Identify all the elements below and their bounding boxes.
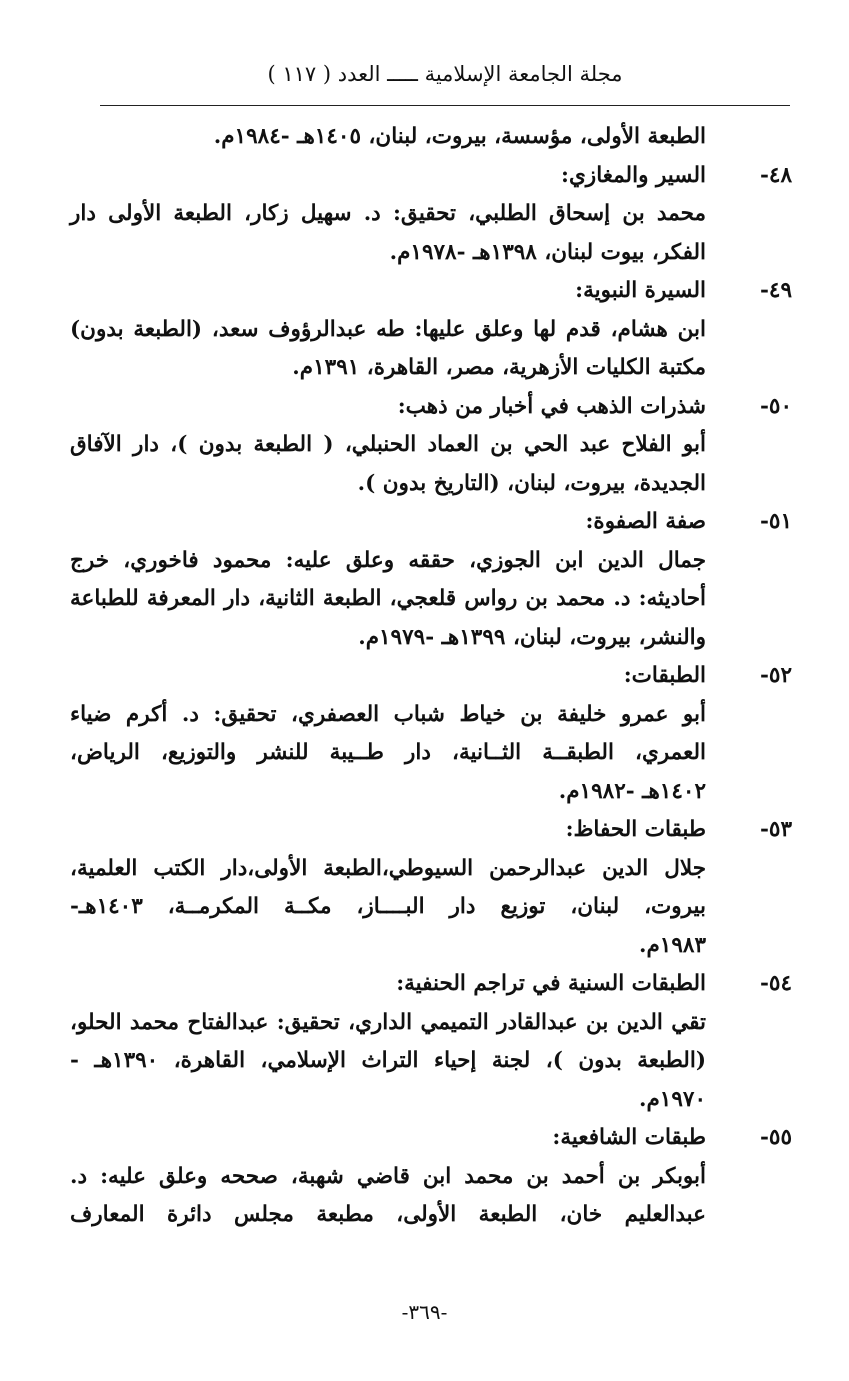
entry-heading-line <box>70 811 792 850</box>
entry-text-line <box>70 426 792 465</box>
entry-text: ١٤٠٢هـ -١٩٨٢م. <box>558 778 706 804</box>
entry-text-line <box>70 850 792 889</box>
entry-text: الطبقات السنية في تراجم الحنفية: <box>396 971 706 996</box>
entry-heading-line <box>70 503 792 542</box>
entry-text: شذرات الذهب في أخبار من ذهب: <box>397 393 706 419</box>
entry-number: ٥٤- <box>759 971 792 996</box>
entry-heading-line <box>70 272 792 311</box>
entry-text-line <box>70 619 792 658</box>
entry-text: أبو عمرو خليفة بن خياط شباب العصفري، تحقيق: د. أكرم ضياء <box>70 701 706 727</box>
entry-number: ٥٢- <box>759 663 792 688</box>
entry-text: ابن هشام، قدم لها وعلق عليها: طه عبدالرؤوف سعد، (الطبعة بدون) <box>70 316 706 342</box>
entry-text: ١٩٨٣م. <box>639 932 706 958</box>
entry-text: مكتبة الكليات الأزهرية، مصر، القاهرة، ١٣٩١م. <box>292 355 706 380</box>
running-header: مجلة الجامعة الإسلامية ـــــ العدد ( ١١٧ ) <box>267 62 623 86</box>
entry-text-line <box>70 465 792 504</box>
entry-text: طبقات الحفاظ: <box>565 817 706 842</box>
page-number: -٣٦٩- <box>401 1300 448 1324</box>
entry-number: ٥٥- <box>759 1125 792 1150</box>
entry-heading-line <box>70 657 792 696</box>
entry-number: ٥٣- <box>759 817 792 842</box>
bibliography-list <box>70 118 792 1235</box>
entry-text-line <box>70 927 792 966</box>
entry-text-line <box>70 1158 792 1197</box>
entry-text-line <box>70 773 792 812</box>
entry-text: طبقات الشافعية: <box>552 1125 706 1150</box>
entry-text-line <box>70 696 792 735</box>
entry-text-line <box>70 234 792 273</box>
entry-text: الطبقات: <box>623 663 706 688</box>
entry-text: (الطبعة بدون )، لجنة إحياء التراث الإسلامي، القاهرة، ١٣٩٠هـ - <box>70 1048 706 1073</box>
entry-text-line <box>70 580 792 619</box>
entry-text: أبو الفلاح عبد الحي بن العماد الحنبلي، ( الطبعة بدون )، دار الآفاق <box>70 432 706 457</box>
entry-number: ٥١- <box>759 509 792 534</box>
entry-number: ٤٩- <box>759 278 792 303</box>
entry-text-line <box>70 1042 792 1081</box>
entry-text: عبدالعليم خان، الطبعة الأولى، مطبعة مجلس دائرة المعارف <box>70 1202 706 1227</box>
entry-heading-line <box>70 965 792 1004</box>
entry-text: السيرة النبوية: <box>575 278 706 303</box>
entry-text: جمال الدين ابن الجوزي، حققه وعلق عليه: محمود فاخوري، خرج <box>70 547 706 573</box>
entry-text: بيروت، لبنان، توزيع دار البــــاز، مكــة المكرمــة، ١٤٠٣هـ- <box>70 894 706 919</box>
entry-text: الفكر، بيوت لبنان، ١٣٩٨هـ -١٩٧٨م. <box>389 239 706 265</box>
entry-text: السير والمغازي: <box>561 162 706 188</box>
entry-text-line <box>70 195 792 234</box>
entry-heading-line <box>70 1119 792 1158</box>
entry-text: الطبعة الأولى، مؤسسة، بيروت، لبنان، ١٤٠٥هـ -١٩٨٤م. <box>213 124 706 149</box>
entry-text: العمري، الطبقــة الثــانية، دار طــيبة للنشر والتوزيع، الرياض، <box>70 740 706 765</box>
entry-text: أبوبكر بن أحمد بن محمد ابن قاضي شهبة، صححه وعلق عليه: د. <box>70 1163 706 1189</box>
entry-text: صفة الصفوة: <box>585 509 706 534</box>
entry-text-line <box>70 542 792 581</box>
entry-text: الجديدة، بيروت، لبنان، (التاريخ بدون ). <box>357 470 706 496</box>
entry-text-line <box>70 734 792 773</box>
entry-text-line <box>70 1081 792 1120</box>
entry-text-line <box>70 1196 792 1235</box>
entry-text-line <box>70 118 792 157</box>
entry-text: جلال الدين عبدالرحمن السيوطي،الطبعة الأولى،دار الكتب العلمية، <box>70 855 706 881</box>
entry-text: والنشر، بيروت، لبنان، ١٣٩٩هـ -١٩٧٩م. <box>358 624 706 650</box>
entry-heading-line <box>70 388 792 427</box>
entry-number: ٥٠- <box>759 393 792 419</box>
entry-text-line <box>70 1004 792 1043</box>
header-rule <box>100 105 790 106</box>
entry-text-line <box>70 311 792 350</box>
entry-text: أحاديثه: د. محمد بن رواس قلعجي، الطبعة الثانية، دار المعرفة للطباعة <box>70 586 706 611</box>
entry-text-line <box>70 888 792 927</box>
entry-text-line <box>70 349 792 388</box>
entry-text: ١٩٧٠م. <box>639 1086 706 1112</box>
entry-number: ٤٨- <box>759 162 792 188</box>
entry-text: محمد بن إسحاق الطلبي، تحقيق: د. سهيل زكار، الطبعة الأولى دار <box>70 201 706 226</box>
entry-text: تقي الدين بن عبدالقادر التميمي الداري، تحقيق: عبدالفتاح محمد الحلو، <box>70 1009 706 1035</box>
entry-heading-line <box>70 157 792 196</box>
